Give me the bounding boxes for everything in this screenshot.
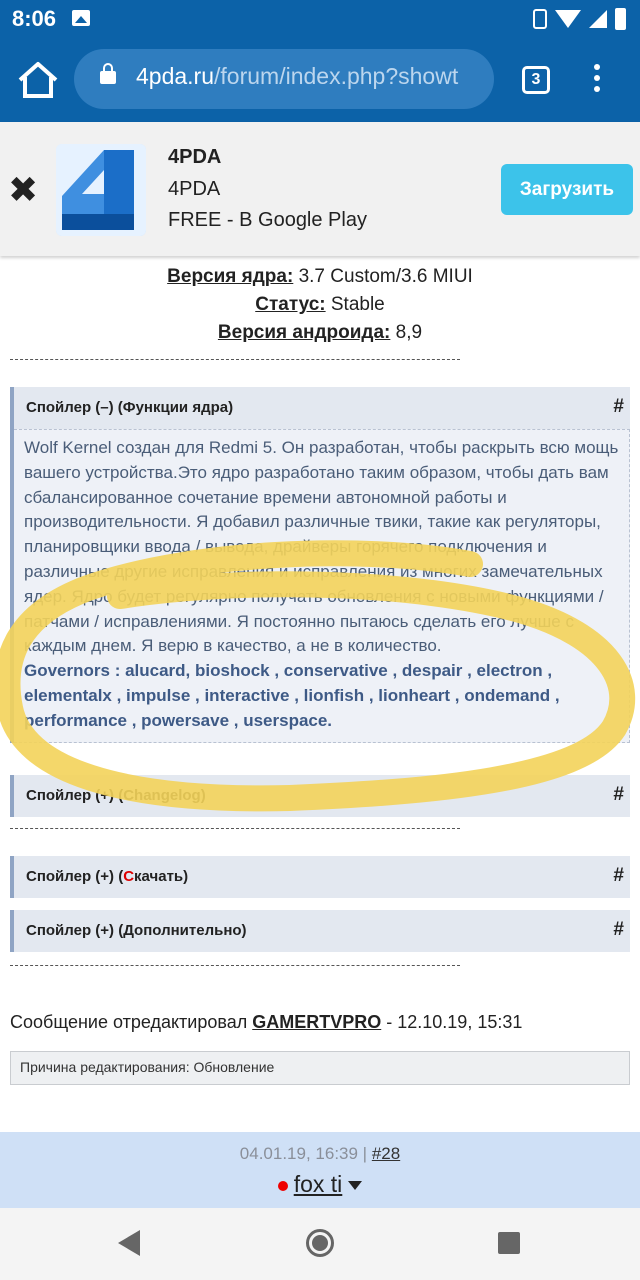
status-value: Stable [325, 294, 385, 315]
spoiler-anchor-link[interactable]: # [613, 919, 624, 940]
vibrate-icon [533, 9, 547, 29]
wifi-icon [555, 10, 581, 28]
status-label: Статус: [255, 294, 326, 315]
home-circle-icon[interactable] [306, 1229, 334, 1257]
spoiler-download[interactable] [10, 856, 630, 898]
spoiler-header[interactable] [14, 910, 630, 952]
address-bar[interactable] [74, 49, 494, 109]
spoiler-body [14, 429, 630, 743]
browser-toolbar [0, 38, 640, 122]
android-version-label: Версия андроида: [217, 322, 391, 343]
spoiler-anchor-link[interactable]: # [613, 784, 624, 805]
cell-signal-icon [589, 10, 607, 28]
app-publisher: 4PDA [168, 178, 221, 200]
close-icon[interactable]: ✖ [8, 169, 39, 210]
post-number-link[interactable]: #28 [371, 1144, 401, 1163]
back-icon[interactable] [118, 1230, 140, 1256]
edited-date: - 12.10.19, 15:31 [381, 1012, 523, 1032]
edited-by-line [10, 1012, 522, 1033]
editor-user-link[interactable]: GAMERTVPRO [252, 1012, 382, 1032]
lock-icon [100, 71, 116, 84]
tab-switcher-button[interactable]: 3 [522, 66, 550, 94]
divider [10, 828, 460, 829]
kernel-version-line [0, 266, 640, 288]
android-navigation-bar [0, 1208, 640, 1280]
spoiler-anchor-link[interactable]: # [613, 865, 624, 886]
image-notification-icon [72, 10, 90, 26]
app-logo [56, 144, 146, 236]
divider [10, 965, 460, 966]
spoiler-title: Спойлер (+) (Скачать) [26, 868, 189, 885]
post-date: 04.01.19, 16:39 | [239, 1144, 372, 1163]
app-install-banner [0, 122, 640, 256]
spoiler-header[interactable] [14, 775, 630, 817]
spoiler-title: Спойлер (+) (Дополнительно) [26, 922, 247, 939]
app-price: FREE - В Google Play [168, 209, 367, 231]
next-post-header [0, 1132, 640, 1208]
kernel-description: Wolf Kernel создан для Redmi 5. Он разработан, чтобы раскрыть всю мощь вашего устройства.Это ядро разработано таким образом, чтобы дать вам сбалансированное сочетание времени автономной работы и производительности. Я добавил различные твики, такие как регуляторы, планировщики ввода / вывода, драйверы горячего подключения и различные другие исправления и исправления из многих замечательных ядер. Ядро будет регулярно получать обновления с новыми функциями / патчами / исправлениями. Я постоянно пытаюсь сделать его лучше с каждым днем. Я верю в качество, а не в количество. [24, 438, 619, 656]
chevron-down-icon[interactable] [348, 1181, 362, 1190]
spoiler-header[interactable] [14, 387, 630, 429]
spoiler-anchor-link[interactable]: # [613, 396, 624, 417]
url-text: 4pda.ru/forum/index.php?showt [136, 63, 459, 89]
author-name-link[interactable]: fox ti [293, 1171, 343, 1197]
spoiler-changelog[interactable] [10, 775, 630, 817]
offline-status-icon [278, 1181, 288, 1191]
battery-icon [615, 8, 626, 30]
edit-reason-box: Причина редактирования: Обновление [10, 1051, 630, 1085]
home-icon[interactable] [16, 60, 60, 100]
android-version-line [0, 322, 640, 344]
spoiler-header[interactable] [14, 856, 630, 898]
android-version-value: 8,9 [390, 322, 423, 343]
spoiler-title: Спойлер (+) (Changelog) [26, 787, 206, 804]
governors-list: Governors : alucard, bioshock , conservative , despair , electron , elementalx , impulse , interactive , lionfish , lionheart , ondemand , performance , powersave , userspace. [24, 661, 560, 730]
kernel-version-value: 3.7 Custom/3.6 MIUI [293, 266, 473, 287]
post-author[interactable] [0, 1171, 640, 1198]
overflow-menu-icon[interactable] [588, 64, 606, 98]
status-line [0, 294, 640, 316]
install-button[interactable]: Загрузить [501, 164, 633, 215]
spoiler-kernel-features [10, 387, 630, 743]
divider [10, 359, 460, 360]
post-meta [0, 1144, 640, 1164]
status-bar [0, 0, 640, 38]
kernel-version-label: Версия ядра: [167, 266, 294, 287]
recent-apps-icon[interactable] [498, 1232, 520, 1254]
spoiler-additional[interactable] [10, 910, 630, 952]
spoiler-title: Спойлер (–) (Функции ядра) [26, 399, 234, 416]
clock: 8:06 [12, 6, 57, 31]
edited-prefix: Сообщение отредактировал [10, 1012, 253, 1032]
app-title: 4PDA [168, 146, 222, 168]
